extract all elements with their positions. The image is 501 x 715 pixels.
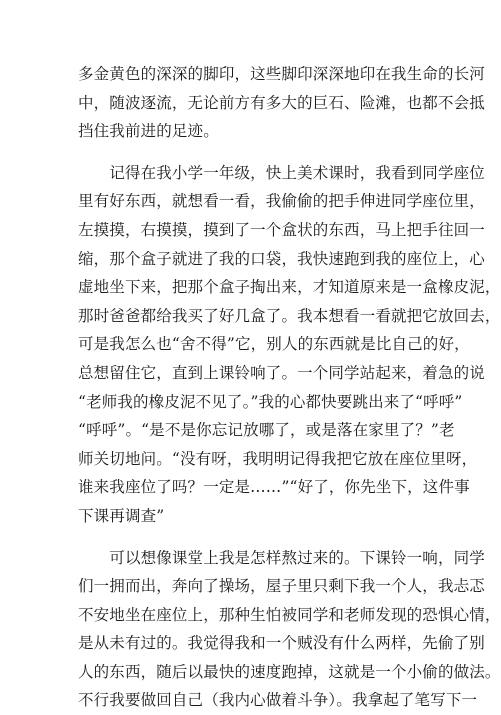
text-line: “呼呼”。“是不是你忘记放哪了，或是落在家里了？”老 [78,416,426,445]
text-line: 记得在我小学一年级，快上美术课时，我看到同学座位 [78,159,426,188]
text-line: 可是我怎么也“舍不得”它，别人的东西就是比自己的好， [78,330,426,359]
text-line: 师关切地问。“没有呀，我明明记得我把它放在座位里呀， [78,445,426,474]
text-line: “老师我的橡皮泥不见了。”我的心都快要跳出来了“呼呼” [78,388,426,417]
text-line: 不行我要做回自己（我内心做着斗争）。我拿起了笔写下一 [78,686,426,715]
text-line: 是从未有过的。我觉得我和一个贼没有什么两样，先偷了别 [78,629,426,658]
text-line: 左摸摸，右摸摸，摸到了一个盒状的东西，马上把手往回一 [78,216,426,245]
text-line: 谁来我座位了吗？一定是……”“好了，你先坐下，这件事 [78,473,426,502]
text-line: 总想留住它，直到上课铃响了。一个同学站起来，着急的说 [78,359,426,388]
text-line: 那时爸爸都给我买了好几盒了。我本想看一看就把它放回去， [78,302,426,331]
text-line: 们一拥而出，奔向了操场，屋子里只剩下我一个人，我忐忑 [78,572,426,601]
paragraph-1 [78,60,426,146]
text-line: 多金黄色的深深的脚印，这些脚印深深地印在我生命的长河 [78,60,426,89]
text-line: 可以想像课堂上我是怎样熬过来的。下课铃一响，同学 [78,544,426,573]
text-line: 不安地坐在座位上，那种生怕被同学和老师发现的恐惧心情， [78,601,426,630]
paragraph-2 [78,159,426,531]
text-line: 里有好东西，就想看一看，我偷偷的把手伸进同学座位里， [78,187,426,216]
text-line: 挡住我前进的足迹。 [78,117,426,146]
text-line: 人的东西，随后以最快的速度跑掉，这就是一个小偷的做法。 [78,658,426,687]
text-line: 缩，那个盒子就进了我的口袋，我快速跑到我的座位上，心 [78,245,426,274]
paragraph-spacer [78,146,426,159]
text-line: 中，随波逐流，无论前方有多大的巨石、险滩，也都不会抵 [78,89,426,118]
paragraph-3 [78,544,426,715]
text-line: 下课再调查” [78,502,426,531]
document-body [78,60,426,715]
text-line: 虚地坐下来，把那个盒子掏出来，才知道原来是一盒橡皮泥， [78,273,426,302]
paragraph-spacer [78,531,426,544]
